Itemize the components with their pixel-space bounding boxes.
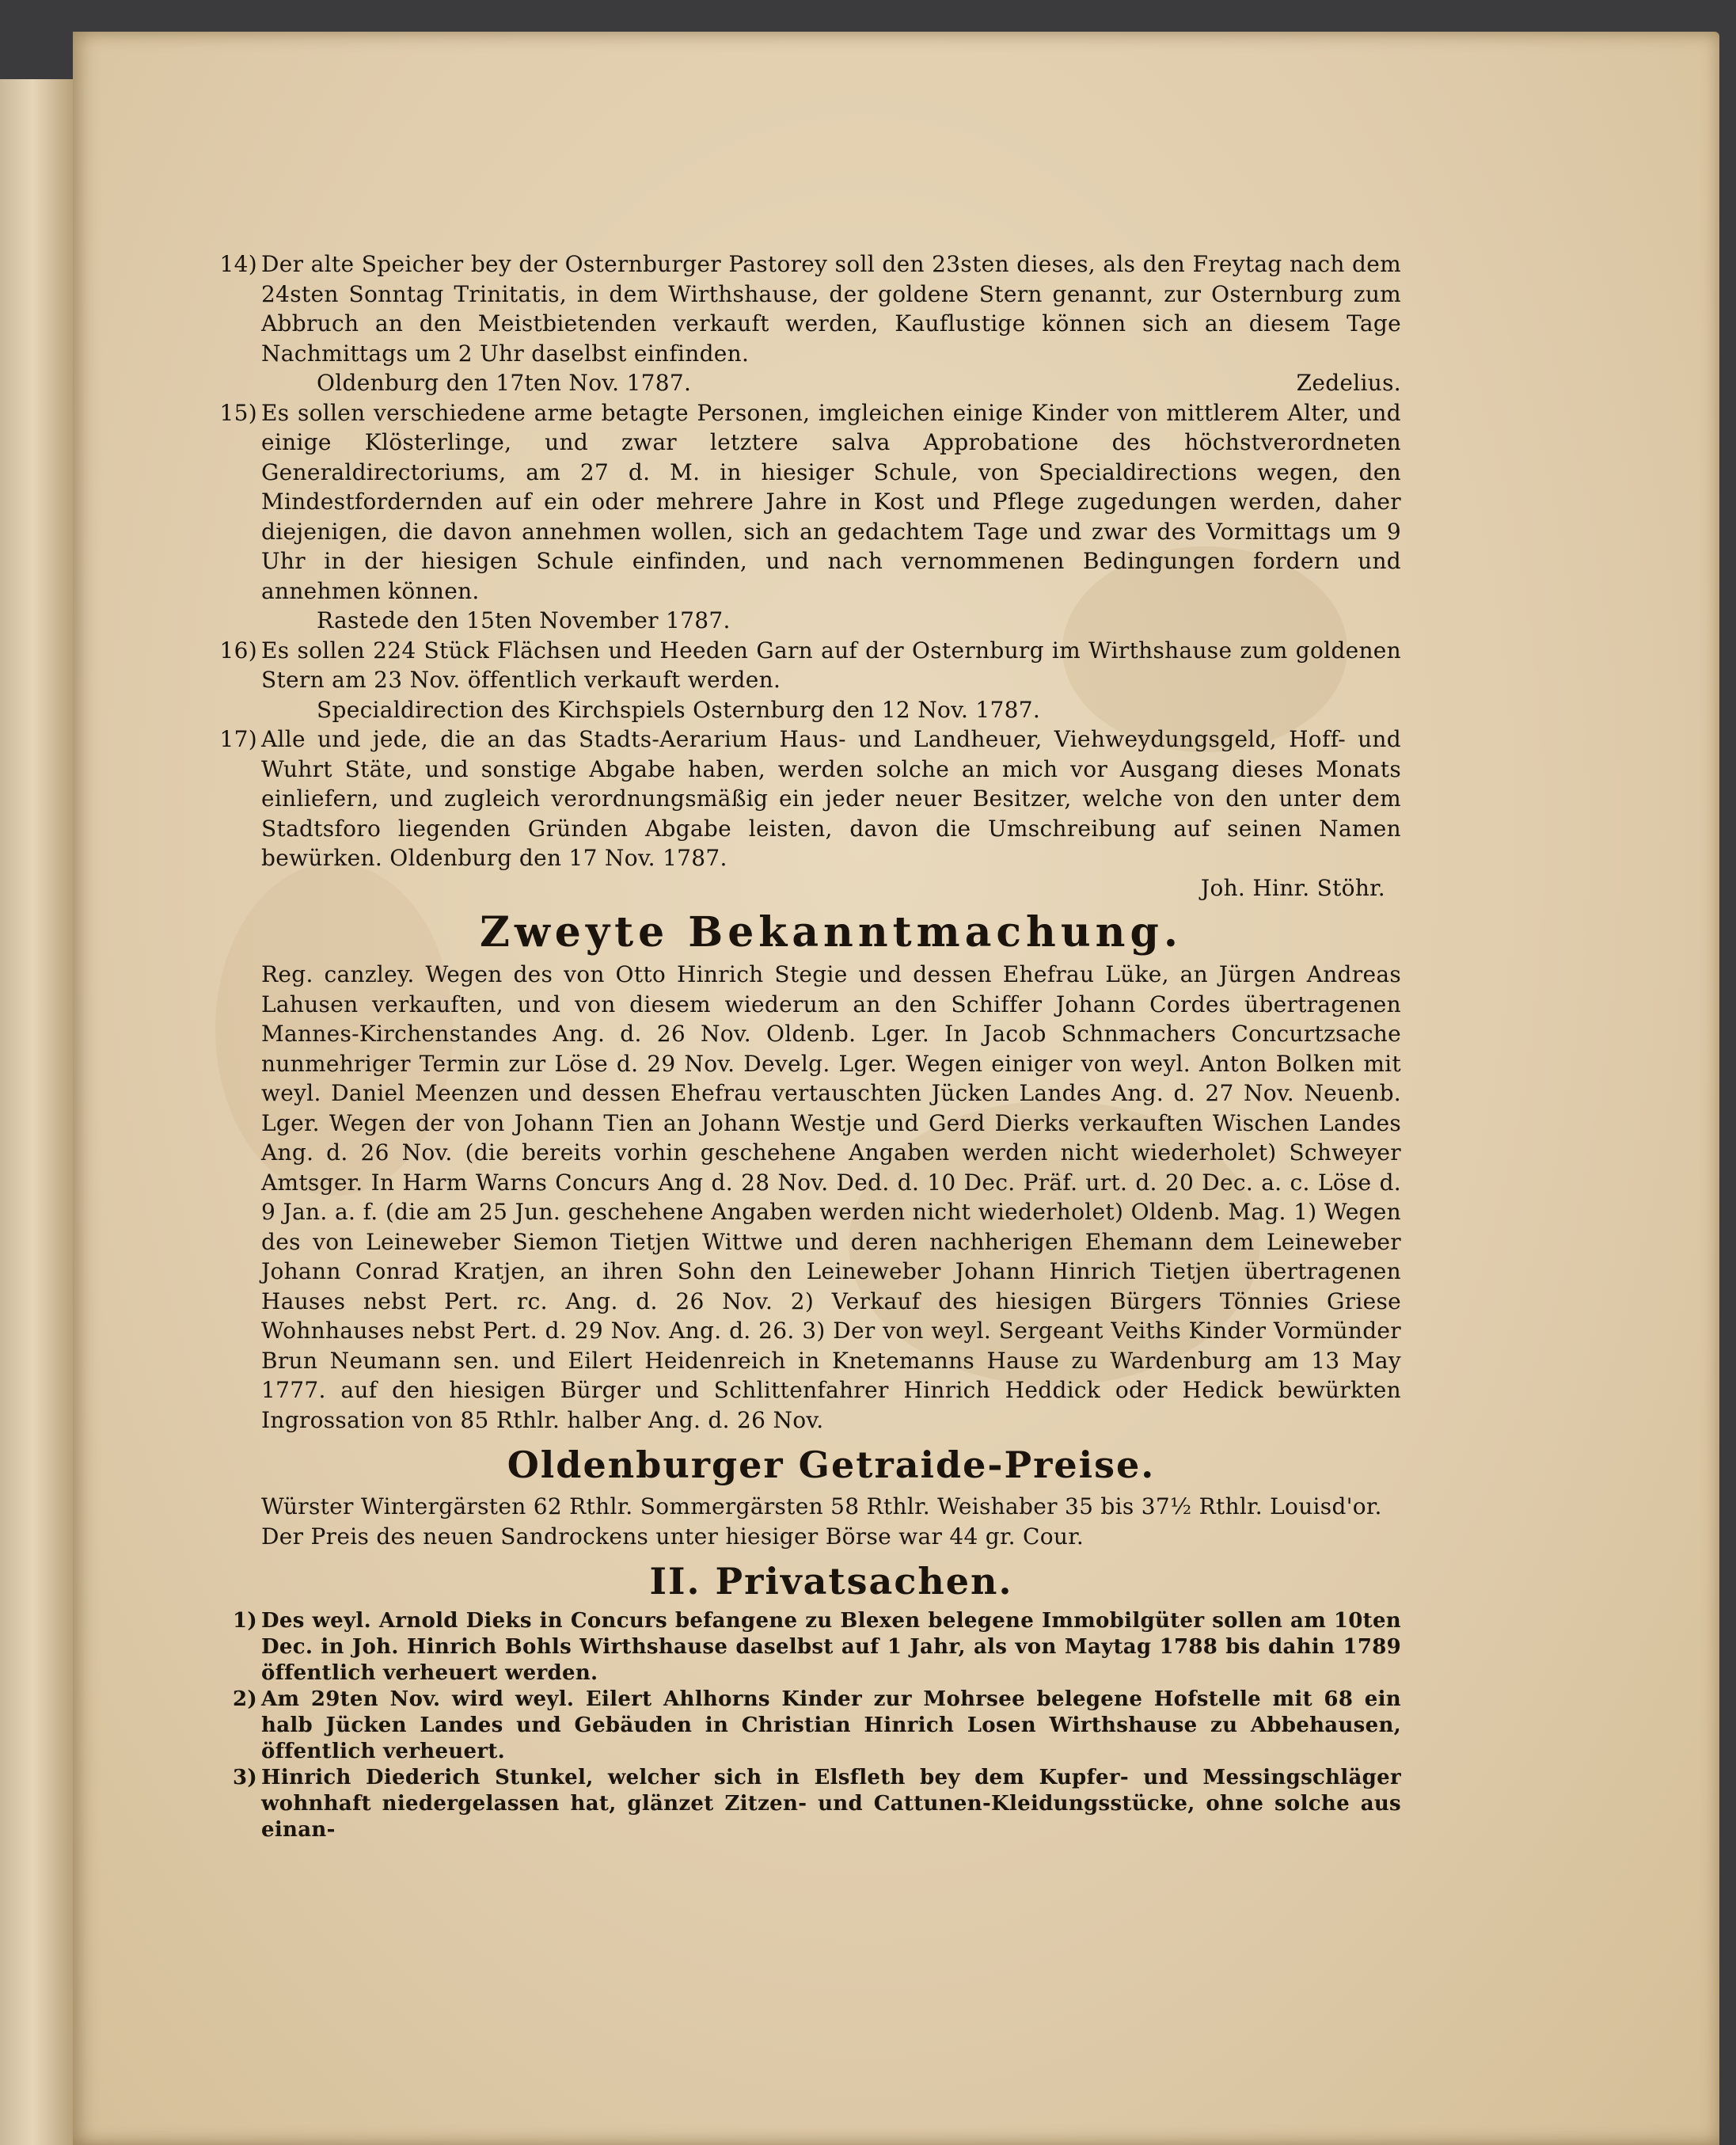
notice-number: 16)	[219, 637, 257, 664]
notice-signature	[261, 606, 1401, 636]
signature-name: Joh. Hinr. Stöhr.	[1200, 874, 1385, 901]
signature-place-date: Rastede den 15ten November 1787.	[317, 607, 731, 633]
rye-price-line: Der Preis des neuen Sandrockens unter hiesiger Börse war 44 gr. Cour.	[261, 1523, 1085, 1550]
notice-signature	[261, 368, 1401, 398]
notice-number: 1)	[233, 1609, 257, 1633]
notice-number: 2)	[233, 1687, 257, 1711]
private-notice: 1) Des weyl. Arnold Dieks in Concurs befangene zu Blexen belegene Immobilgüter sollen am 10ten Dec. in Joh. Hinrich Bohls Wirthshause daselbst auf 1 Jahr, als von Maytag 1788 bis dahin 1789 öffentlich verheuert werden.	[261, 1608, 1401, 1687]
page-text	[219, 249, 1401, 1843]
notice-15	[219, 398, 1401, 636]
signature-place-date: Specialdirection des Kirchspiels Osternburg den 12 Nov. 1787.	[317, 696, 1041, 723]
notice-body: 17) Alle und jede, die an das Stadts-Aerarium Haus- und Landheuer, Viehweydungsgeld, Hoff- und Wuhrt Stäte, und sonstige Abgabe haben, werden solche an mich vor Ausgang dieses Monats einliefern, und zugleich verordnungsmäßig ein jeder neuer Besitzer, welche von den unter dem Stadtsforo liegenden Gründen Abgabe leisten, davon die Umschreibung auf seinen Namen bewürken. Oldenburg den 17 Nov. 1787.	[261, 725, 1401, 873]
notice-17	[219, 725, 1401, 903]
notice-body: 15) Es sollen verschiedene arme betagte Personen, imgleichen einige Kinder von mittlerem Alter, und einige Klösterlinge, und zwar letztere salva Approbatione des höchstverordneten Generaldirectoriums, am 27 d. M. in hiesiger Schule, von Specialdirections wegen, den Mindestfordernden auf ein oder mehrere Jahre in Kost und Pflege zugedungen werden, daher diejenigen, die davon annehmen wollen, sich an gedachtem Tage und zwar des Vormittags um 9 Uhr in der hiesigen Schule einfinden, und nach vernommenen Bedingungen fordern und annehmen können.	[261, 398, 1401, 607]
grain-prices-line: Würster Wintergärsten 62 Rthlr. Sommergärsten 58 Rthlr. Weishaber 35 bis 37½ Rthlr. Louisd'or.	[261, 1493, 1382, 1519]
notice-14	[219, 249, 1401, 398]
notice-body: 16) Es sollen 224 Stück Flächsen und Heeden Garn auf der Osternburg im Wirthshause zum goldenen Stern am 23 Nov. öffentlich verkauft werden.	[261, 636, 1401, 695]
notice-signature	[261, 873, 1401, 903]
private-notices	[233, 1608, 1401, 1843]
private-notice: 3) Hinrich Diederich Stunkel, welcher sich in Elsfleth bey dem Kupfer- und Messingschläger wohnhaft niedergelassen hat, glänzet Zitzen- und Cattunen-Kleidungsstücke, ohne solche aus einan-	[261, 1765, 1401, 1843]
notice-number: 15)	[219, 399, 257, 426]
signature-name: Zedelius.	[1296, 370, 1401, 396]
notice-16	[219, 636, 1401, 725]
section-heading-zweyte-bekanntmachung: Zweyte Bekanntmachung.	[480, 908, 1183, 957]
left-page-edge	[0, 79, 73, 2145]
notice-number: 17)	[219, 726, 257, 752]
notice-number: 14)	[219, 251, 257, 277]
private-notice: 2) Am 29ten Nov. wird weyl. Eilert Ahlhorns Kinder zur Mohrsee belegene Hofstelle mit 68 ein halb Jücken Landes und Gebäuden in Christian Hinrich Losen Wirthshause zu Abbehausen, öffentlich verheuert.	[261, 1687, 1401, 1765]
notice-signature	[261, 695, 1401, 725]
zweyte-bekanntmachung-text: Reg. canzley. Wegen des von Otto Hinrich Stegie und dessen Ehefrau Lüke, an Jürgen Andreas Lahusen verkauften, und von diesem wiederum an den Schiffer Johann Cordes übertragenen Mannes-Kirchenstandes Ang. d. 26 Nov. Oldenb. Lger. In Jacob Schnmachers Concurtzsache nunmehriger Termin zur Löse d. 29 Nov. Develg. Lger. Wegen einiger von weyl. Anton Bolken mit weyl. Daniel Meenzen und dessen Ehefrau vertauschten Jücken Landes Ang. d. 27 Nov. Neuenb. Lger. Wegen der von Johann Tien an Johann Westje und Gerd Dierks verkauften Wischen Landes Ang. d. 26 Nov. (die bereits vorhin geschehene Angaben werden nicht wiederholet) Schweyer Amtsger. In Harm Warns Concurs Ang d. 28 Nov. Ded. d. 10 Dec. Präf. urt. d. 20 Dec. a. c. Löse d. 9 Jan. a. f. (die am 25 Jun. geschehene Angaben werden nicht wiederholet) Oldenb. Mag. 1) Wegen des von Leineweber Siemon Tietjen Wittwe und deren nachherigen Ehemann dem Leineweber Johann Conrad Kratjen, an ihren Sohn den Leineweber Johann Hinrich Tietjen übertragenen Hauses nebst Pert. rc. Ang. d. 26 Nov. 2) Verkauf des hiesigen Bürgers Tönnies Griese Wohnhauses nebst Pert. d. 29 Nov. Ang. d. 26. 3) Der von weyl. Sergeant Veiths Kinder Vormünder Brun Neumann sen. und Eilert Heidenreich in Knetemanns Hause zu Wardenburg am 13 May 1777. auf den hiesigen Bürger und Schlittenfahrer Hinrich Heddick oder Hedick bewürkten Ingrossation von 85 Rthlr. halber Ang. d. 26 Nov.	[261, 961, 1401, 1433]
notice-number: 3)	[233, 1766, 257, 1789]
section-heading-getraide-preise: Oldenburger Getraide-Preise.	[507, 1443, 1156, 1486]
section-heading-privatsachen: II. Privatsachen.	[649, 1560, 1013, 1603]
notice-body: 14) Der alte Speicher bey der Osternburger Pastorey soll den 23sten dieses, als den Freytag nach dem 24sten Sonntag Trinitatis, in dem Wirthshause, der goldene Stern genannt, zur Osternburg zum Abbruch an den Meistbietenden verkauft werden, Kauflustige können sich an diesem Tage Nachmittags um 2 Uhr daselbst einfinden.	[261, 249, 1401, 368]
signature-place-date: Oldenburg den 17ten Nov. 1787.	[317, 370, 692, 396]
